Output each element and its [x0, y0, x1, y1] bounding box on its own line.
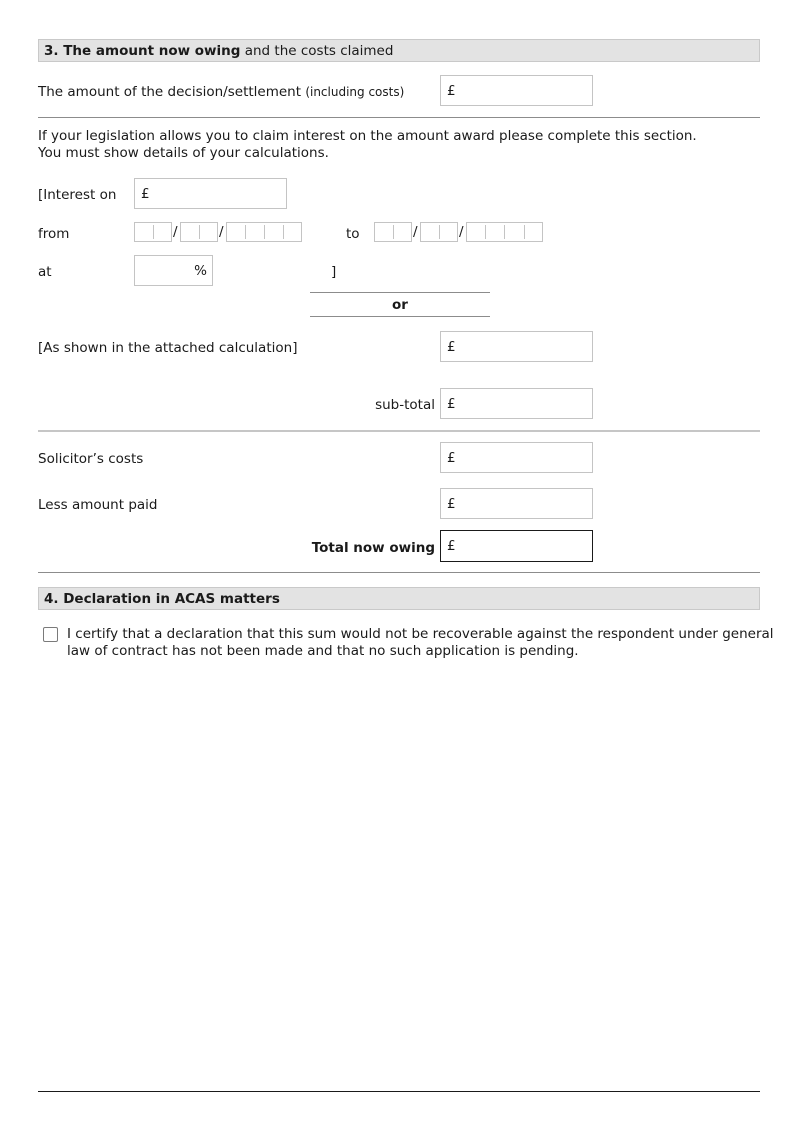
or-rule-top	[310, 292, 490, 293]
decision-amount-field[interactable]	[440, 75, 593, 106]
attached-calculation-field[interactable]	[440, 331, 593, 362]
from-date-day[interactable]	[134, 222, 172, 242]
to-date-month[interactable]	[420, 222, 458, 242]
section-3-title-rest: and the costs claimed	[240, 43, 394, 59]
subtotal-label: sub-total	[375, 397, 435, 413]
from-label: from	[38, 226, 70, 242]
at-label: at	[38, 264, 52, 280]
date-separator: /	[413, 224, 418, 240]
legislation-line-1: If your legislation allows you to claim interest on the amount award please complete this section.	[38, 128, 697, 144]
decision-amount-label	[38, 84, 404, 100]
solicitor-costs-field[interactable]	[440, 442, 593, 473]
date-separator: /	[459, 224, 464, 240]
less-amount-paid-label: Less amount paid	[38, 497, 158, 513]
date-separator: /	[219, 224, 224, 240]
section-3-header	[38, 39, 760, 62]
to-date-year[interactable]	[466, 222, 543, 242]
section-4-header	[38, 587, 760, 610]
currency-symbol: £	[141, 186, 150, 202]
currency-symbol: £	[447, 450, 456, 466]
total-now-owing-label: Total now owing	[311, 540, 435, 556]
acas-declaration-text	[67, 626, 774, 660]
decision-note: (including costs)	[305, 85, 405, 99]
to-date-day[interactable]	[374, 222, 412, 242]
from-date-year[interactable]	[226, 222, 302, 242]
divider	[38, 430, 760, 432]
date-separator: /	[173, 224, 178, 240]
legislation-line-2: You must show details of your calculations.	[38, 145, 329, 161]
section-4-title: 4. Declaration in ACAS matters	[44, 591, 280, 607]
from-date-month[interactable]	[180, 222, 218, 242]
currency-symbol: £	[447, 496, 456, 512]
currency-symbol: £	[447, 396, 456, 412]
to-label: to	[346, 226, 360, 242]
interest-on-field[interactable]	[134, 178, 287, 209]
footer-rule	[38, 1091, 760, 1092]
declaration-line-2: law of contract has not been made and that no such application is pending.	[67, 643, 579, 659]
divider	[38, 117, 760, 118]
currency-symbol: £	[447, 339, 456, 355]
decision-label-text: The amount of the decision/settlement	[38, 84, 302, 100]
percent-symbol: %	[194, 263, 207, 279]
currency-symbol: £	[447, 538, 456, 554]
close-bracket: ]	[331, 264, 337, 280]
attached-calculation-label: [As shown in the attached calculation]	[38, 340, 298, 356]
acas-declaration-checkbox[interactable]	[43, 627, 58, 642]
interest-rate-field[interactable]	[134, 255, 213, 286]
section-3-title-bold: 3. The amount now owing	[44, 43, 241, 59]
divider	[38, 572, 760, 573]
currency-symbol: £	[447, 83, 456, 99]
or-rule-bottom	[310, 316, 490, 317]
less-amount-paid-field[interactable]	[440, 488, 593, 519]
total-now-owing-field[interactable]	[440, 530, 593, 562]
interest-on-label: [Interest on	[38, 187, 117, 203]
solicitor-costs-label: Solicitor’s costs	[38, 451, 144, 467]
declaration-line-1: I certify that a declaration that this sum would not be recoverable against the respondent under general	[67, 626, 774, 642]
subtotal-field[interactable]	[440, 388, 593, 419]
or-label: or	[392, 297, 408, 313]
legislation-instructions	[38, 128, 697, 162]
